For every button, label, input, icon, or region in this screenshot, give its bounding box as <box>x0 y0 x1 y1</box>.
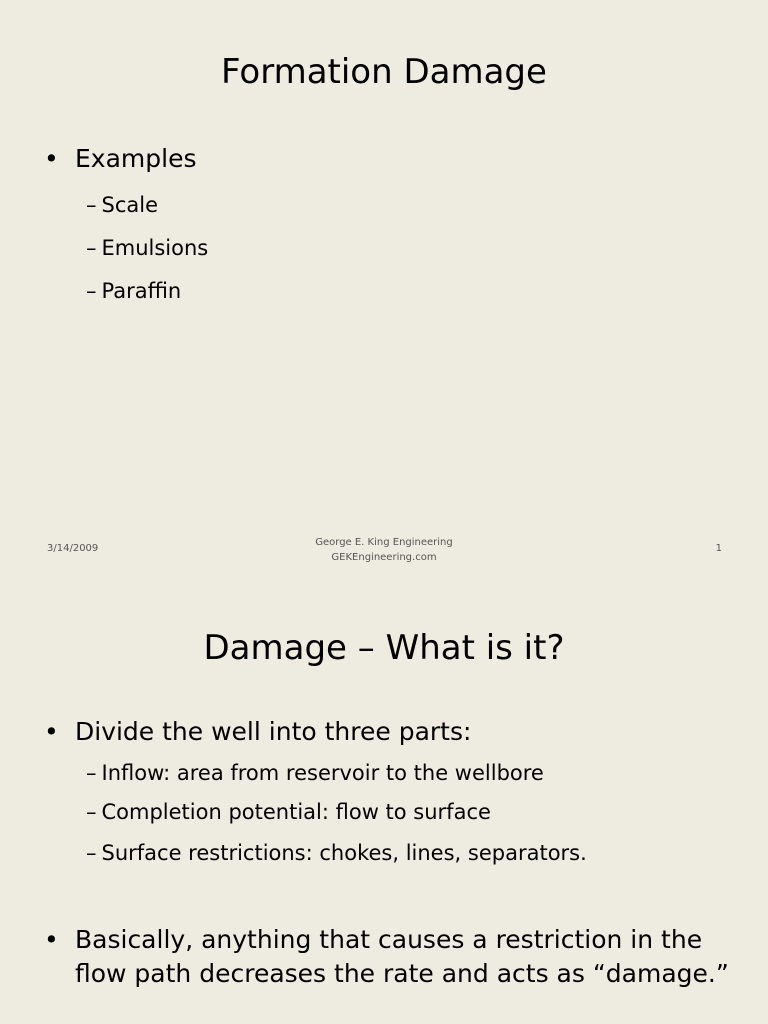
bullet-text: Examples <box>75 144 197 173</box>
slide-1-title: Formation Damage <box>221 52 547 92</box>
bullet-examples <box>44 143 196 175</box>
sub-item-scale <box>86 191 158 219</box>
bullet-text: Basically, anything that causes a restriction in the flow path decreases the rate and acts as “damage.” <box>75 925 729 988</box>
dash: – <box>86 236 97 260</box>
footer-page-number: 1 <box>715 543 722 554</box>
sub-item-text: Emulsions <box>101 236 209 260</box>
dash: – <box>86 193 97 217</box>
footer-date: 3/14/2009 <box>47 543 99 554</box>
footer-website: GEKEngineering.com <box>331 552 437 563</box>
sub-item-completion <box>86 798 491 826</box>
sub-item-text: Completion potential: flow to surface <box>101 800 491 824</box>
sub-item-text: Scale <box>101 193 158 217</box>
bullet-dot: • <box>44 144 59 173</box>
bullet-dot: • <box>44 925 59 954</box>
dash: – <box>86 800 97 824</box>
sub-item-text: Paraffin <box>101 279 182 303</box>
bullet-divide-well <box>44 716 471 748</box>
footer-company-name: George E. King Engineering <box>315 537 453 548</box>
bullet-basically <box>44 923 744 991</box>
footer-company <box>234 535 534 565</box>
sub-item-text: Inflow: area from reservoir to the wellbore <box>101 761 544 785</box>
slide-2 <box>0 590 768 1024</box>
sub-item-paraffin <box>86 277 181 305</box>
dash: – <box>86 841 97 865</box>
dash: – <box>86 279 97 303</box>
bullet-dot: • <box>44 717 59 746</box>
sub-item-inflow <box>86 759 544 787</box>
sub-item-surface <box>86 839 587 867</box>
sub-item-emulsions <box>86 234 208 262</box>
sub-item-text: Surface restrictions: chokes, lines, separators. <box>101 841 587 865</box>
bullet-text: Divide the well into three parts: <box>75 717 472 746</box>
slide-2-title: Damage – What is it? <box>203 628 565 668</box>
dash: – <box>86 761 97 785</box>
